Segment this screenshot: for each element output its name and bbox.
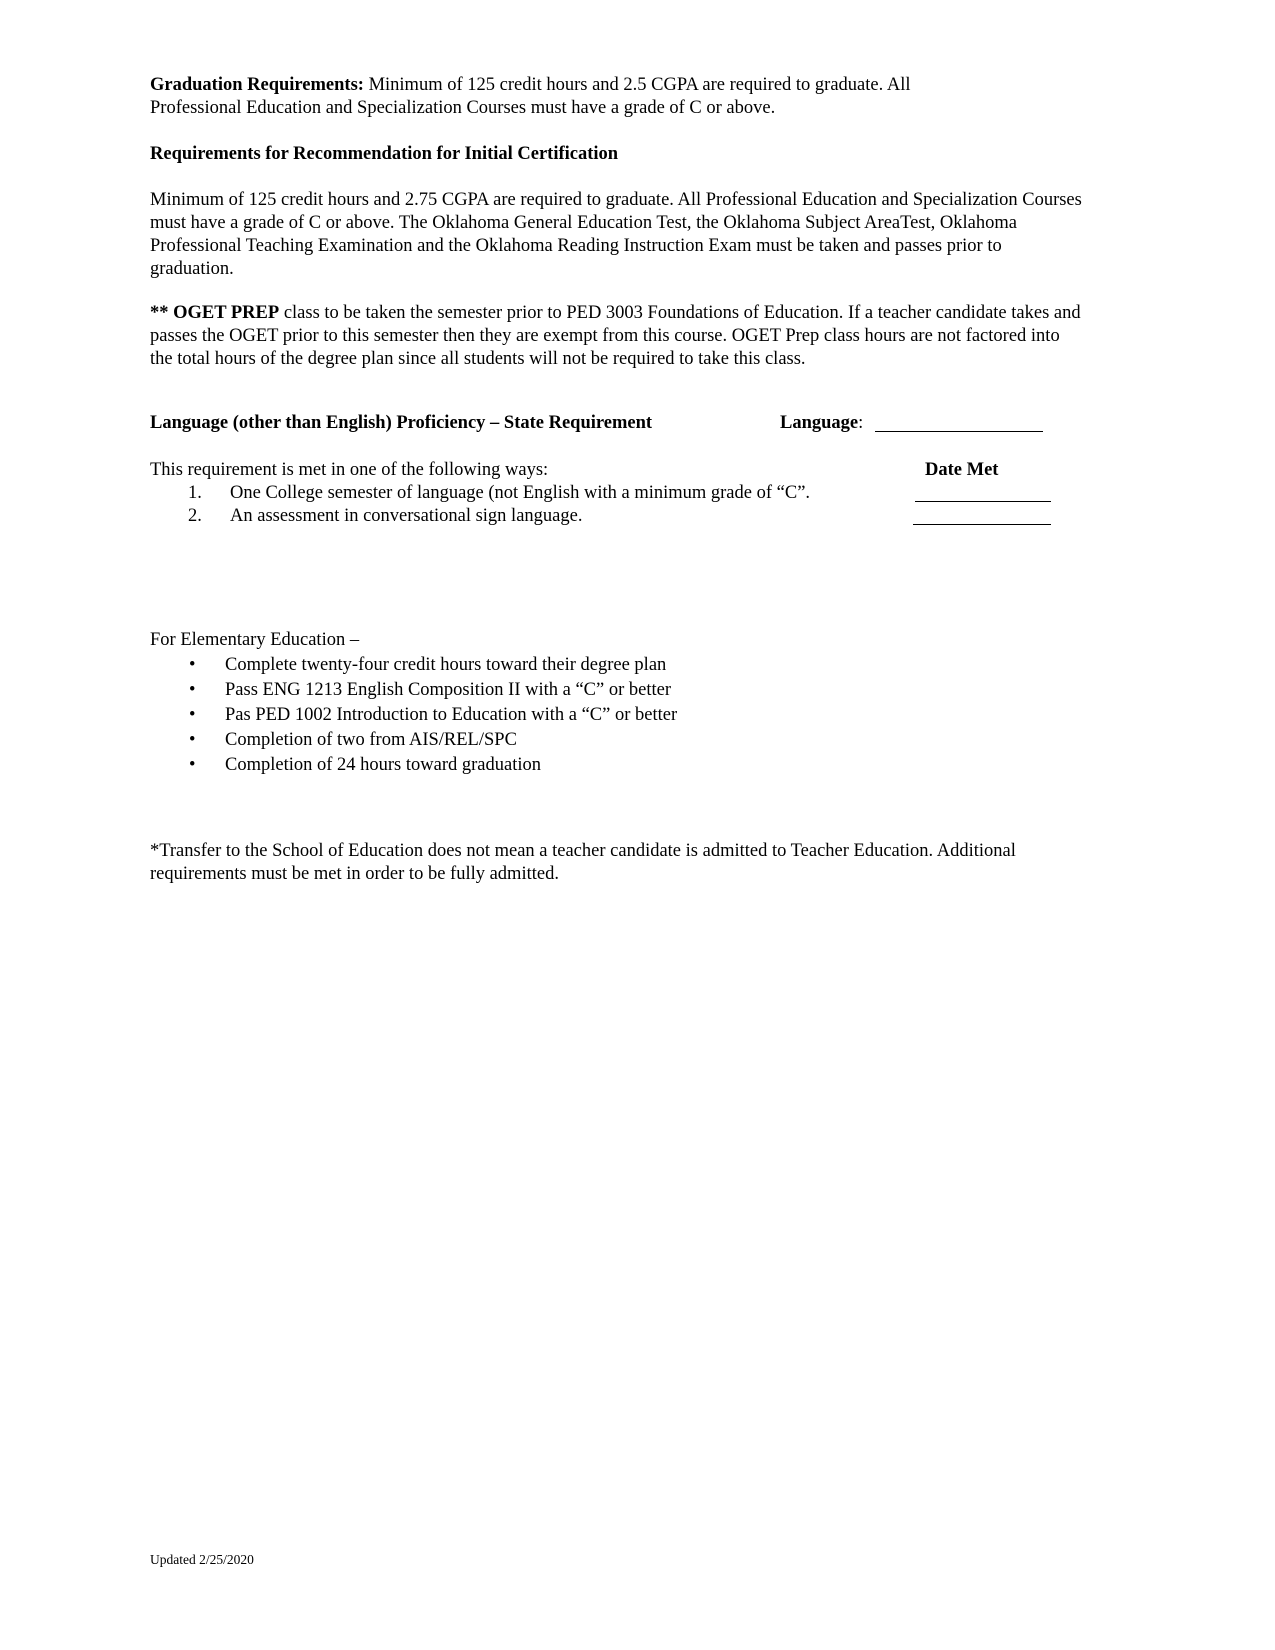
language-way-item — [150, 505, 1050, 528]
language-requirement-row — [150, 412, 1050, 436]
language-ways-intro: This requirement is met in one of the following ways: — [150, 460, 549, 480]
list-item: • Complete twenty-four credit hours toward their degree plan — [189, 655, 667, 675]
date-met-heading: Date Met — [925, 460, 999, 480]
bullet-icon: • — [189, 655, 196, 675]
updated-date: Updated 2/25/2020 — [150, 1552, 254, 1567]
bullet-icon: • — [189, 680, 196, 700]
elementary-requirements-list — [150, 654, 1050, 779]
graduation-requirements — [150, 74, 1000, 120]
bullet-icon: • — [189, 730, 196, 750]
oget-prep-label: ** OGET PREP — [150, 303, 280, 323]
language-requirement-title: Language (other than English) Proficiency – State Requirement — [150, 413, 653, 433]
graduation-label: Graduation Requirements: — [150, 75, 364, 95]
bullet-icon: • — [189, 705, 196, 725]
list-item: • Completion of two from AIS/REL/SPC — [189, 730, 517, 750]
language-way-number: 2. — [188, 506, 202, 526]
list-item: • Completion of 24 hours toward graduation — [189, 755, 541, 775]
graduation-text: Minimum of 125 credit hours and 2.5 CGPA are required to graduate. All Professional Education and Specialization Courses must have a grade of C or above. — [150, 75, 911, 118]
oget-prep-text: class to be taken the semester prior to PED 3003 Foundations of Education. If a teacher candidate takes and passes the OGET prior to this semester then they are exempt from this course. OGET Prep class hours are not factored into the total hours of the degree plan since all students will not be required to take this class. — [150, 303, 1081, 369]
language-way-item — [150, 482, 1050, 505]
list-item: • Pass ENG 1213 English Composition II with a “C” or better — [189, 680, 672, 700]
language-way-text: An assessment in conversational sign language. — [230, 506, 583, 526]
elementary-education-section — [150, 629, 1050, 779]
list-item: • Pas PED 1002 Introduction to Education with a “C” or better — [189, 705, 678, 725]
certification-heading-text: Requirements for Recommendation for Initial Certification — [150, 144, 619, 164]
language-ways — [150, 459, 1050, 529]
bullet-icon: • — [189, 755, 196, 775]
language-way-text: One College semester of language (not English with a minimum grade of “C”. — [230, 483, 811, 503]
date-met-blank-line[interactable] — [913, 505, 1051, 525]
language-blank-line[interactable] — [875, 412, 1043, 432]
certification-heading — [150, 143, 1130, 166]
transfer-note: *Transfer to the School of Education does not mean a teacher candidate is admitted to Teacher Education. Additional requirements must be met in order to be fully admitted. — [150, 841, 1016, 884]
language-way-number: 1. — [188, 483, 202, 503]
date-met-blank-line[interactable] — [915, 482, 1051, 502]
language-label: Language: — [780, 413, 864, 433]
certification-text: Minimum of 125 credit hours and 2.75 CGPA are required to graduate. All Professional Education and Specialization Courses must have a grade of C or above. The Oklahoma General Education Test, the Oklahoma Subject AreaTest, Oklahoma Professional Teaching Examination and the Oklahoma Reading Instruction Exam must be taken and passes prior to graduation. — [150, 190, 1082, 279]
oget-prep-paragraph — [150, 302, 1085, 371]
elementary-heading: For Elementary Education – — [150, 630, 360, 650]
